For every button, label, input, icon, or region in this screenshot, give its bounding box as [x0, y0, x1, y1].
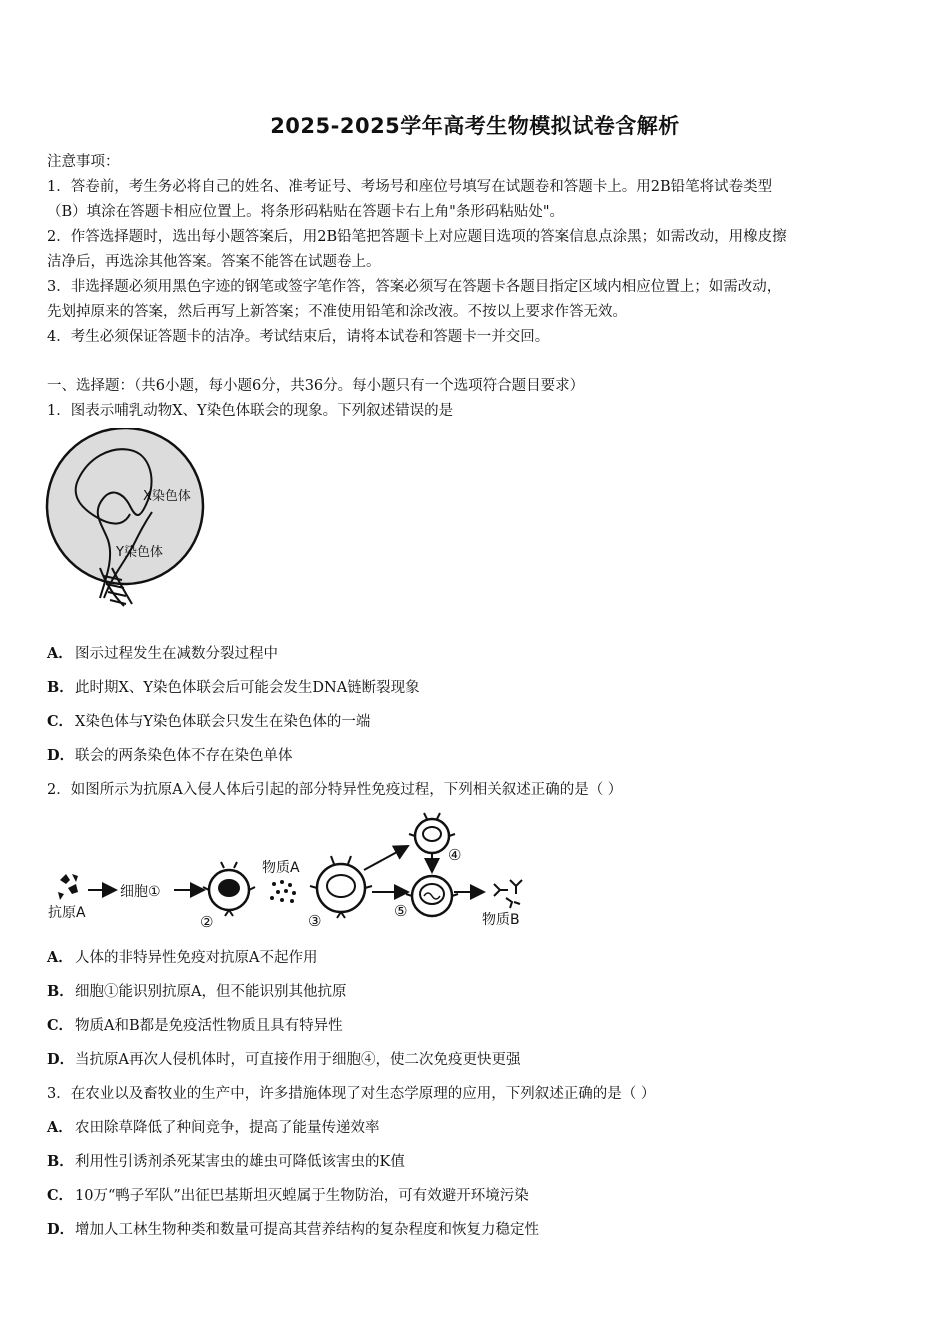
- cell-5-icon: [406, 876, 458, 916]
- number-5-label: ⑤: [394, 902, 408, 920]
- substance-a-label: 物质A: [262, 860, 300, 876]
- option-letter: C．: [47, 713, 74, 730]
- notice-line: 3．非选择题必须用黑色字迹的钢笔或签字笔作答，答案必须写在答题卡各题目指定区域内相应位置上；如需改动，: [47, 279, 782, 295]
- notice-line: 2．作答选择题时，选出每小题答案后，用2B铅笔把答题卡上对应题目选项的答案信息点涂黑；如需改动，用橡皮擦: [47, 229, 787, 245]
- option-text: 当抗原A再次人侵机体时，可直接作用于细胞④，使二次免疫更快更强: [75, 1052, 521, 1068]
- option-text: X染色体与Y染色体联会只发生在染色体的一端: [75, 714, 371, 730]
- option-text: 联会的两条染色体不存在染色单体: [75, 748, 293, 764]
- substance-b-icon: [494, 880, 522, 908]
- option-letter: B．: [47, 983, 74, 1000]
- q2-option-a: [47, 948, 907, 968]
- cell-2-icon: [203, 862, 255, 916]
- option-letter: B．: [47, 1153, 74, 1170]
- option-text: 人体的非特异性免疫对抗原A不起作用: [75, 950, 318, 966]
- option-letter: D．: [47, 747, 75, 764]
- option-text: 利用性引诱剂杀死某害虫的雄虫可降低该害虫的K值: [75, 1154, 405, 1170]
- option-letter: A．: [47, 1119, 73, 1136]
- option-letter: D．: [47, 1221, 75, 1238]
- notice-line: 1．答卷前，考生务必将自己的姓名、准考证号、考场号和座位号填写在试题卷和答题卡上。用2B铅笔将试卷类型: [47, 179, 773, 195]
- q3-option-a: [47, 1118, 907, 1138]
- number-3-label: ③: [308, 912, 322, 930]
- notice-line: （B）填涂在答题卡相应位置上。将条形码粘贴在答题卡右上角"条形码粘贴处"。: [47, 204, 564, 220]
- option-letter: B．: [47, 679, 74, 696]
- cell-3-icon: [310, 856, 372, 918]
- antigen-a-icon: [58, 874, 78, 900]
- question-2-stem: 2．如图所示为抗原A入侵人体后引起的部分特异性免疫过程，下列相关叙述正确的是（ ）: [47, 782, 623, 798]
- substance-b-label: 物质B: [482, 912, 520, 928]
- q1-option-b: [47, 678, 907, 698]
- question-1-stem: 1．图表示哺乳动物X、Y染色体联会的现象。下列叙述错误的是: [47, 403, 454, 419]
- option-text: 农田除草降低了种间竞争，提高了能量传递效率: [75, 1120, 380, 1136]
- notice-line: 4．考生必须保证答题卡的洁净。考试结束后，请将本试卷和答题卡一并交回。: [47, 329, 550, 345]
- xy-synapsis-figure: [40, 428, 220, 610]
- option-text: 细胞①能识别抗原A，但不能识别其他抗原: [75, 984, 347, 1000]
- substance-a-dots: [270, 880, 296, 903]
- option-text: 增加人工林生物种类和数量可提高其营养结构的复杂程度和恢复力稳定性: [75, 1222, 539, 1238]
- immune-process-figure: [44, 812, 544, 934]
- q1-option-a: [47, 644, 907, 664]
- x-chromosome-label: X染色体: [143, 489, 191, 504]
- antigen-a-label: 抗原A: [48, 905, 86, 921]
- q2-option-b: [47, 982, 907, 1002]
- q3-option-c: [47, 1186, 907, 1206]
- option-text: 10万“鸭子军队”出征巴基斯坦灭蝗属于生物防治，可有效避开环境污染: [75, 1188, 529, 1204]
- option-text: 图示过程发生在减数分裂过程中: [75, 646, 278, 662]
- q1-option-c: [47, 712, 907, 732]
- section-heading: 一、选择题：（共6小题，每小题6分，共36分。每小题只有一个选项符合题目要求）: [47, 378, 585, 394]
- notice-line: 先划掉原来的答案，然后再写上新答案；不准使用铅笔和涂改液。不按以上要求作答无效。: [47, 304, 627, 320]
- cell-1-label: 细胞①: [120, 884, 161, 900]
- option-letter: D．: [47, 1051, 75, 1068]
- q2-option-c: [47, 1016, 907, 1036]
- option-letter: C．: [47, 1187, 74, 1204]
- notice-line: 洁净后，再选涂其他答案。答案不能答在试题卷上。: [47, 254, 381, 270]
- question-3-stem: 3．在农业以及畜牧业的生产中，许多措施体现了对生态学原理的应用，下列叙述正确的是（ ）: [47, 1086, 656, 1102]
- page-title: 2025-2025学年高考生物模拟试卷含解析: [270, 114, 680, 138]
- option-letter: C．: [47, 1017, 74, 1034]
- option-letter: A．: [47, 645, 73, 662]
- number-2-label: ②: [200, 913, 214, 931]
- notice-heading: 注意事项：: [47, 154, 120, 170]
- q1-option-d: [47, 746, 907, 766]
- option-text: 物质A和B都是免疫活性物质且具有特异性: [75, 1018, 343, 1034]
- option-letter: A．: [47, 949, 73, 966]
- arrow-icon: [364, 846, 408, 870]
- q3-option-b: [47, 1152, 907, 1172]
- q3-option-d: [47, 1220, 907, 1240]
- y-chromosome-label: Y染色体: [116, 545, 163, 560]
- q2-option-d: [47, 1050, 907, 1070]
- number-4-label: ④: [448, 846, 462, 864]
- option-text: 此时期X、Y染色体联会后可能会发生DNA链断裂现象: [75, 680, 420, 696]
